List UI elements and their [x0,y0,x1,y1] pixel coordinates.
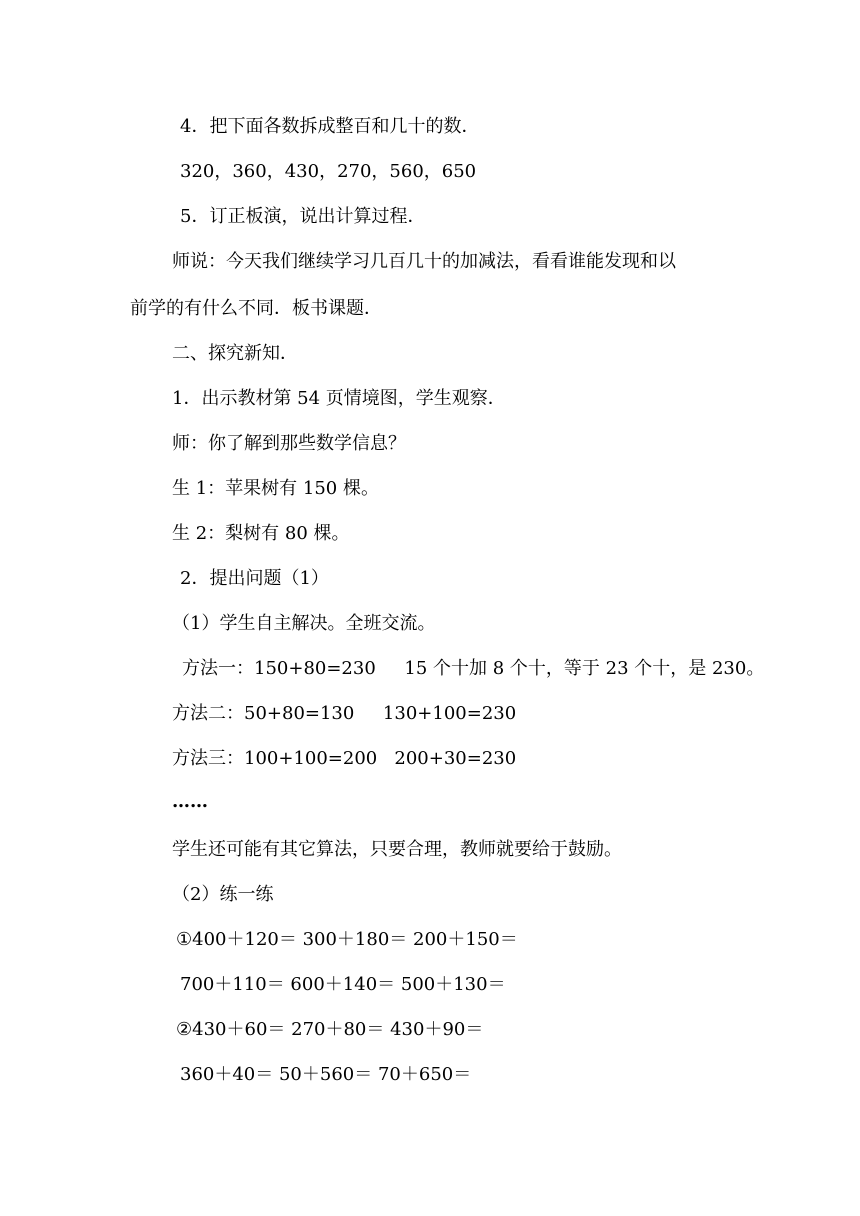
self-solve-heading: （1）学生自主解决。全班交流。 [172,613,436,634]
method-2: 方法二：50+80=130 130+100=230 [172,703,517,724]
ellipsis: …… [172,791,208,812]
exercise-4-numbers: 320，360，430，270，560，650 [180,161,477,182]
method-1: 方法一：150+80=230 15 个十加 8 个十，等于 23 个十，是 230。 [182,658,765,679]
practice-row-3: ②430＋60＝ 270＋80＝ 430＋90＝ [176,1019,484,1040]
student-1-answer: 生 1：苹果树有 150 棵。 [172,478,379,499]
exercise-5-instruction: 5．订正板演，说出计算过程． [180,206,426,227]
teacher-intro-line-2: 前学的有什么不同．板书课题． [130,298,382,319]
section-heading: 二、探究新知． [172,343,298,364]
other-methods-note: 学生还可能有其它算法，只要合理，教师就要给于鼓励。 [172,839,622,860]
student-2-answer: 生 2：梨树有 80 棵。 [172,523,350,544]
practice-row-4: 360＋40＝ 50＋560＝ 70＋650＝ [180,1064,472,1085]
practice-heading: （2）练一练 [172,884,274,905]
method-3: 方法三：100+100=200 200+30=230 [172,748,517,769]
teacher-question: 师：你了解到那些数学信息？ [172,433,406,454]
teacher-intro-line-1: 师说：今天我们继续学习几百几十的加减法，看看谁能发现和以 [172,251,676,272]
practice-row-2: 700＋110＝ 600＋140＝ 500＋130＝ [180,974,506,995]
practice-row-1: ①400＋120＝ 300＋180＝ 200＋150＝ [176,929,518,950]
exercise-4-instruction: 4．把下面各数拆成整百和几十的数． [180,116,480,137]
step-2: 2．提出问题（1） [180,568,329,589]
step-1: 1．出示教材第 54 页情境图，学生观察． [172,388,506,409]
